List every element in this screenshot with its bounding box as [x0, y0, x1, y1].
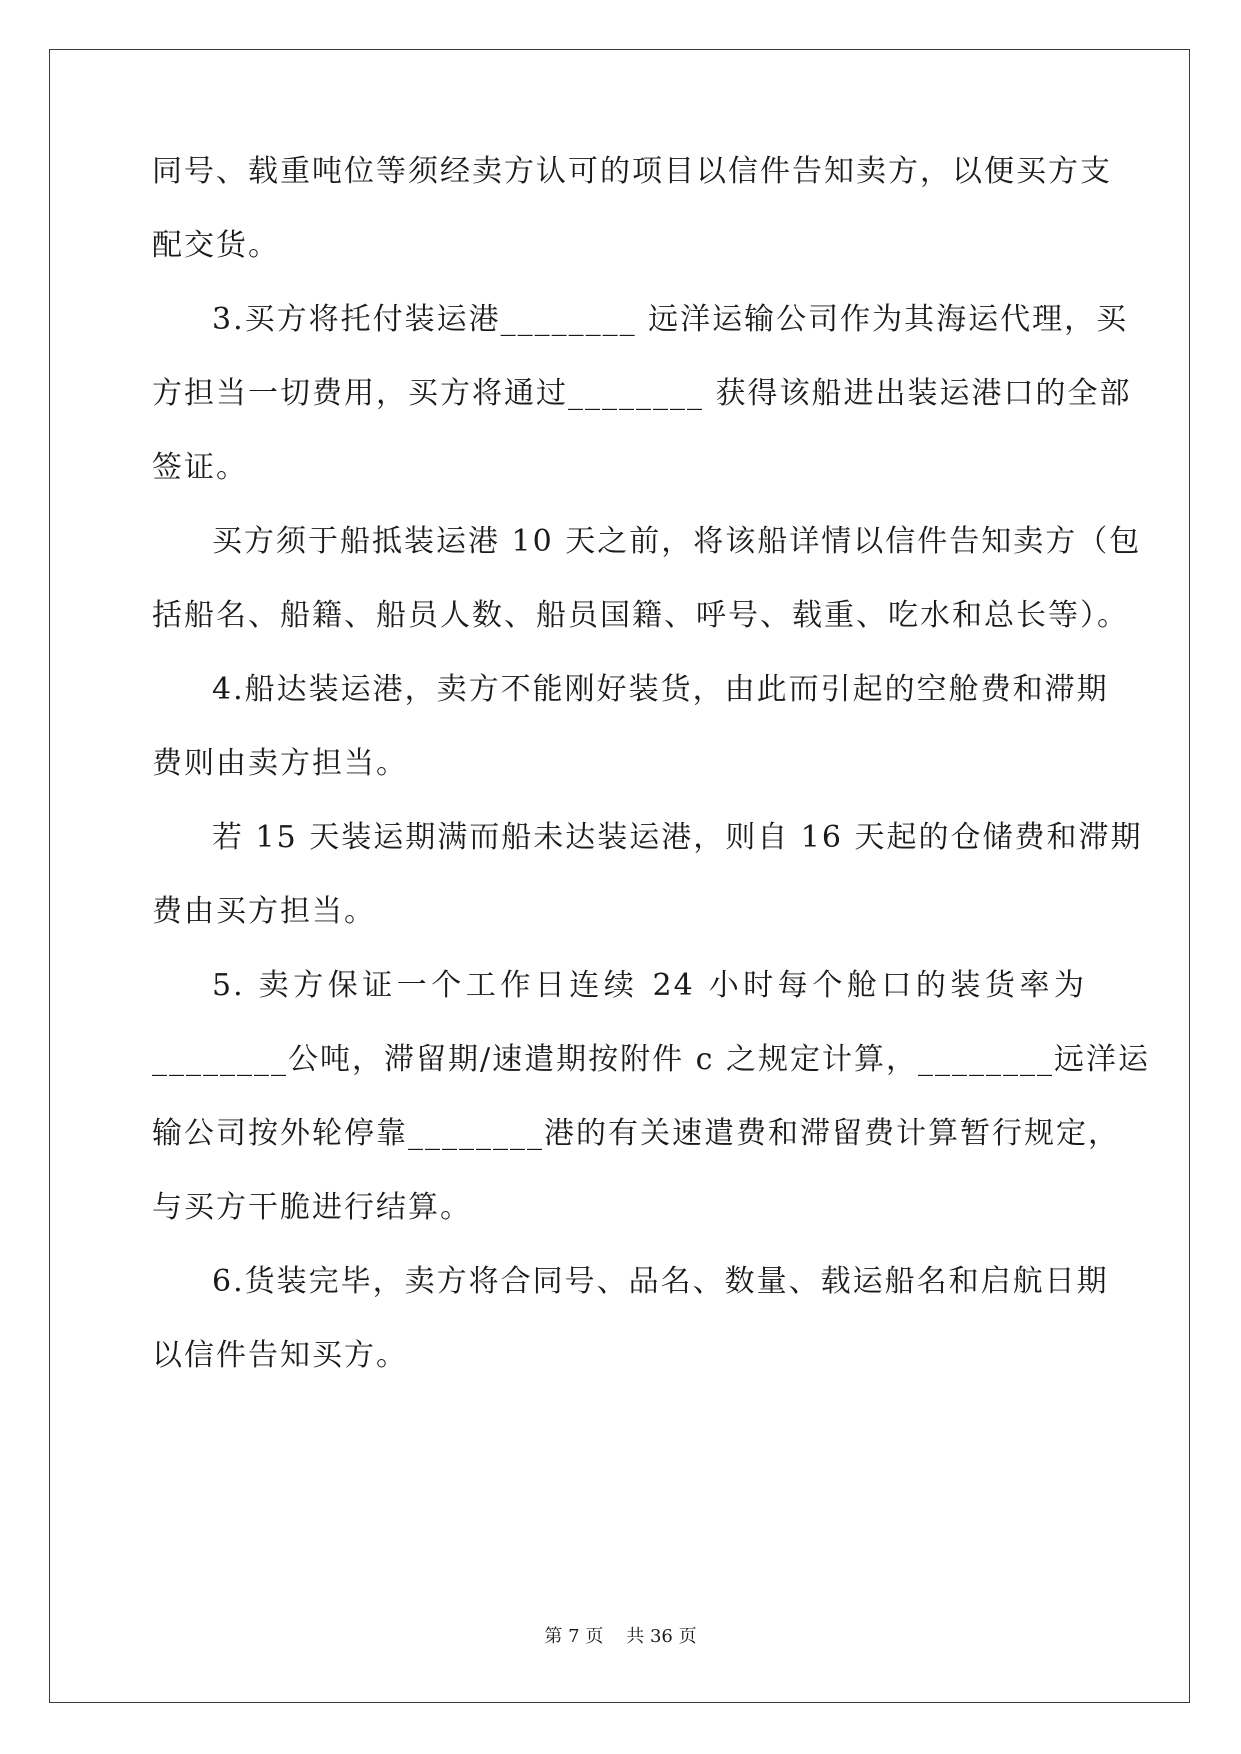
text-line: 4.船达装运港，卖方不能刚好装货，由此而引起的空舱费和滞期 [212, 672, 1109, 707]
text-line: 以信件告知买方。 [152, 1338, 408, 1373]
text-line: 括船名、船籍、船员人数、船员国籍、呼号、载重、吃水和总长等）。 [152, 598, 1129, 633]
text-line: 配交货。 [152, 228, 280, 263]
page-frame [49, 49, 1190, 1703]
text-line: 若 15 天装运期满而船未达装运港，则自 16 天起的仓储费和滞期 [212, 820, 1143, 855]
text-line: 输公司按外轮停靠________港的有关速遣费和滞留费计算暂行规定， [152, 1116, 1120, 1151]
text-line: ________公吨，滞留期/速遣期按附件 c 之规定计算，________远洋运 [152, 1042, 1150, 1077]
text-line: 与买方干脆进行结算。 [152, 1190, 472, 1225]
text-line: 方担当一切费用，买方将通过________ 获得该船进出装运港口的全部 [152, 376, 1132, 411]
text-line: 费由买方担当。 [152, 894, 376, 929]
page-footer [0, 1625, 1241, 1649]
page-total: 共 36 页 [626, 1626, 697, 1647]
text-line: 签证。 [152, 450, 248, 485]
text-line: 5. 卖方保证一个工作日连续 24 小时每个舱口的装货率为 [212, 968, 1086, 1003]
text-line: 费则由卖方担当。 [152, 746, 408, 781]
text-line: 6.货装完毕，卖方将合同号、品名、数量、载运船名和启航日期 [212, 1264, 1109, 1299]
text-line: 3.买方将托付装运港________ 远洋运输公司作为其海运代理，买 [212, 302, 1129, 337]
page-number: 第 7 页 [544, 1626, 604, 1647]
text-line: 买方须于船抵装运港 10 天之前，将该船详情以信件告知卖方（包 [212, 524, 1142, 559]
text-line: 同号、载重吨位等须经卖方认可的项目以信件告知卖方，以便买方支 [152, 154, 1112, 189]
